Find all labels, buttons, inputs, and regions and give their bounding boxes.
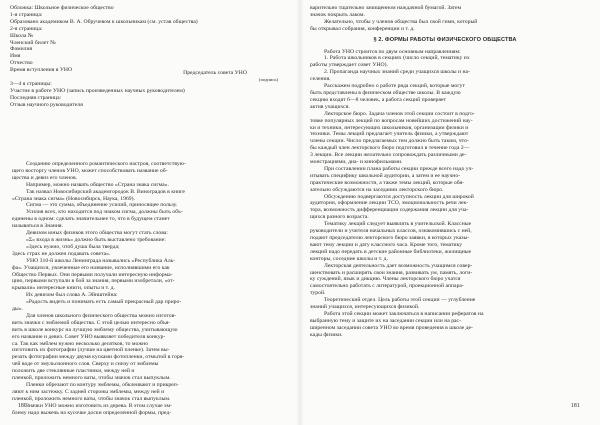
- text-line: работы утверждает совет УНО).: [310, 62, 388, 69]
- text-line: Желательно, чтобы у членов общества был свой гимн, который: [324, 18, 478, 25]
- text-line: Работа УНО строится по двум основным направлениям:: [324, 48, 461, 55]
- text-line: Обсуждению подвергаются доступность лекции для широкой: [324, 193, 474, 200]
- text-line: бы каждый член лекторского бюро подготовил в течение года 2—: [310, 145, 470, 152]
- text-line: «Радость видеть и понимать есть самый прекрасный дар приро-: [26, 299, 182, 306]
- text-line: монстрациями, диа- и кинофильмами.: [310, 159, 403, 166]
- text-line: Расскажем подробно о работе ряда секций, которые могут: [324, 83, 465, 90]
- text-line: Теоретический отдел. Цель работы этой секции — углубление: [324, 297, 476, 304]
- card-page-line: Участие в работе УНО (запись произведенных научных руководителем): [10, 87, 185, 94]
- signature-note: (подпись): [258, 76, 278, 82]
- text-line: пленкой, приложить немного ваты, чтобы значок стал выпуклым.: [12, 375, 171, 382]
- text-line: Например, можно назвать общество «Страна знака сигма».: [26, 181, 169, 188]
- card-page-line: 3—4 я страницы:: [10, 81, 52, 87]
- text-line: самостоятельно работать с литературой, проекционной аппара-: [310, 283, 464, 290]
- right-body-text: [310, 5, 580, 339]
- text-line: единены в одном: сделать значительнее то, что в будущем станет: [12, 216, 170, 223]
- text-line: Общество Первых. Они первыми получали интересную информа-: [12, 271, 173, 278]
- section-heading: § 2. ФОРМЫ РАБОТЫ ФИЗИЧЕСКОГО ОБЩЕСТВА: [373, 36, 517, 43]
- text-line: Усилия всех, кто находится под знаком сигма, должны быть объ-: [26, 209, 183, 216]
- signature-line: Председатель совета УНО: [183, 70, 247, 76]
- text-line: Лекторское бюро. Задача членов этой секции состоит в подго-: [324, 110, 475, 117]
- text-line: члены секции. Число предлагаемых тем должно быть таким, что-: [310, 138, 469, 145]
- text-line: итывать специфику школьной аудитории, а затем и ее научно-: [310, 172, 461, 179]
- text-line: лекций надо передать в детские районные библиотеки, жилищные: [310, 248, 472, 255]
- text-line: руководители и учителя начальных классов, ознакомившись с ней,: [310, 228, 472, 235]
- text-line: Так назвал Новосибирский академгородок В. Виноградов в книге: [26, 188, 185, 195]
- text-line: ку суждений, язык и дикцию. Члены лекторского бюро учатся: [310, 276, 461, 283]
- form-line: Имя: [10, 53, 21, 60]
- text-line: Пленки обрезают по контуру эмблемы, обклеивают и прикреп-: [26, 382, 179, 388]
- text-line: ды».: [12, 306, 23, 313]
- form-line: Членский билет №: [10, 39, 56, 46]
- text-line: «Страна знака сигма» (Новосибирск, Наука, 1969).: [12, 195, 135, 202]
- form-line: Обложка: Школьное физическое общество: [10, 5, 114, 11]
- text-line: вить в школе конкурс на лучшую эмблему общества, учитывающую: [12, 326, 178, 333]
- text-line: называться в Знания.: [12, 223, 63, 230]
- text-line: УНО 310-й школы Ленинграда назывались «Республика Аль-: [26, 257, 176, 264]
- text-line: щества и девиз его членов.: [12, 174, 78, 181]
- text-line: 1. Работа школьников в секциях (число секций, тематику их: [324, 55, 470, 62]
- text-line: подают председателю лекторского бюро заявки, в которых указы-: [310, 235, 470, 241]
- text-line: «Здесь нужно, чтоб душа была тверда;: [26, 243, 120, 250]
- text-line: щихся разного возраста.: [310, 214, 369, 221]
- text-line: крывали» интересные книги, опыты и т. д.: [12, 285, 115, 292]
- text-line: резать фотографии между двумя кусками фотопленки, отмытой в горя-: [12, 354, 185, 361]
- text-line: чей воде от эмульсионного слоя. Сверху и снизу от эмблемы: [12, 361, 159, 368]
- text-line: вают тему лекции и дату классного часа. Кроме того, тематику: [310, 241, 463, 248]
- membership-card-form: [10, 5, 220, 74]
- form-line: 2-я страница:: [10, 25, 43, 32]
- text-line: цию, первыми вступали в бой за знания, первыми изобретали, «от-: [12, 278, 175, 285]
- text-line: «Σ» входа в жизнь» должно быть выставлено требование:: [26, 236, 166, 243]
- card-page-line: Последняя страница:: [10, 94, 62, 101]
- text-line: актив учащихся.: [310, 103, 350, 110]
- text-line: Тематику лекций следует выявлять в учительской. Классные: [324, 221, 472, 228]
- text-line: аудитории, оформление лекции ТСО, эмоциональность речи лек-: [310, 200, 469, 207]
- card-pages-list: [10, 81, 190, 109]
- text-line: Для членов школьного физического общества можно изготов-: [26, 312, 177, 319]
- text-line: 3 лекции. Все лекции желательно сопровождать различными де-: [310, 152, 467, 159]
- left-body-text: [12, 161, 282, 417]
- page-number-right: 181: [571, 403, 580, 409]
- text-line: практические возможности, а также темы лекций, которые обя-: [310, 179, 465, 186]
- text-line: товке популярных лекций по вопросам новейших достижений нау-: [310, 117, 473, 124]
- text-line: секцию входят 6—8 человек, а работа секций проверяет: [310, 96, 446, 103]
- text-line: ки и техники, интересующих школьников, организации физики и: [310, 124, 469, 131]
- text-line: блему надо выжечь на кусочке доски определенной формы, пред-: [12, 409, 172, 416]
- text-line: ляют к ним застежку. С задней стороны эмблемы, между ней и: [12, 388, 165, 395]
- text-line: 2. Пропаганда научных знаний среди учащихся школы и на-: [324, 69, 470, 76]
- text-line: варительно тщательно зачищенном наждачной бумагой. Затем: [310, 5, 462, 11]
- text-line: пленкой, проложить немного ваты, чтобы значок стал выпуклым.: [12, 395, 171, 402]
- card-page-line: Отзыв научного руководителя: [10, 101, 83, 108]
- text-line: са. Так как эмблем нужно несколько десятков, то можно: [12, 340, 149, 347]
- text-line: Сигма — это сумма, объединение усилий, приносящее пользу.: [26, 202, 178, 209]
- text-line: щего восторгу членов УНО, может способствовать название об-: [12, 167, 168, 174]
- text-line: конторы, соседние школы и т. д.: [310, 255, 388, 262]
- text-line: Значки УНО можно изготовить из дерева. В этом случае эм-: [26, 402, 172, 409]
- text-line: бы открывал собрания, конференции и т. д.: [310, 25, 415, 32]
- text-line: При составлении плана работы секции прежде всего надо уч-: [324, 165, 474, 172]
- text-line: знаний учащихся, интересующихся физикой.: [310, 304, 420, 311]
- text-line: быть представлены в физическом обществе школы. В каждую: [310, 89, 461, 96]
- text-line: значок покрыть лаком.: [310, 11, 365, 18]
- text-line: зательно обсуждаются на заседании лекторского бюро.: [310, 186, 444, 193]
- text-line: кады физики.: [310, 331, 343, 338]
- text-line: положить две стеклянные пластинки, между ней и: [12, 368, 135, 375]
- text-line: Работа этой секции может заключаться в написании рефератов на: [324, 310, 484, 317]
- text-line: фа». Учащихся, увлеченные его название, исполнявшими его как: [12, 264, 170, 271]
- text-line: турой.: [310, 290, 326, 297]
- form-line: Отчество: [10, 60, 33, 67]
- form-line: Фамилия: [10, 46, 33, 53]
- text-line: Здесь страх не должен подавать совета».: [12, 250, 111, 257]
- form-line: Школа №: [10, 32, 34, 39]
- form-line: 1-я страница:: [10, 11, 43, 18]
- text-line: Созданию определенного романтического настроя, соответствую-: [26, 161, 186, 167]
- text-line: техники. Темы лекций предлагает учитель физики, а утверждают: [310, 131, 469, 138]
- text-line: тора, возможность дифференциации содержания лекции для уча-: [310, 207, 469, 214]
- text-line: Лекторская деятельность дает возможность учащимся совер-: [324, 262, 473, 269]
- text-line: Их девизом был слова А. Эйнштейна:: [26, 292, 118, 299]
- form-line: Образовано академиком В. А. Обручевом к школьникам (см. устав общества): [10, 18, 198, 25]
- intro-paragraph: [310, 5, 580, 33]
- text-line: вить значки с эмблемой общества. С этой целью интересно объя-: [12, 319, 171, 326]
- text-line: его название и девиз. Совет УНО выявляет победителя конкур-: [12, 333, 166, 340]
- right-page: [300, 0, 600, 425]
- form-line: Время вступления в УНО: [10, 67, 73, 74]
- text-line: изготовить их фотографии (лучше на цветной пленке). Затем вы-: [12, 347, 170, 354]
- page-number-left: 180: [18, 403, 27, 409]
- section-body: [310, 49, 580, 339]
- text-line: Девизом юных физиков этого общества могут стать слова:: [26, 230, 168, 237]
- text-line: выбранную тему и защите их на заседании секции или на рас-: [310, 317, 461, 324]
- text-line: ширенном заседании совета УНО во время проведения в школе де-: [310, 324, 473, 331]
- text-line: селения.: [310, 76, 331, 83]
- text-line: шенствовать и расширять свои знания, развивать ум, память, логи-: [310, 269, 473, 276]
